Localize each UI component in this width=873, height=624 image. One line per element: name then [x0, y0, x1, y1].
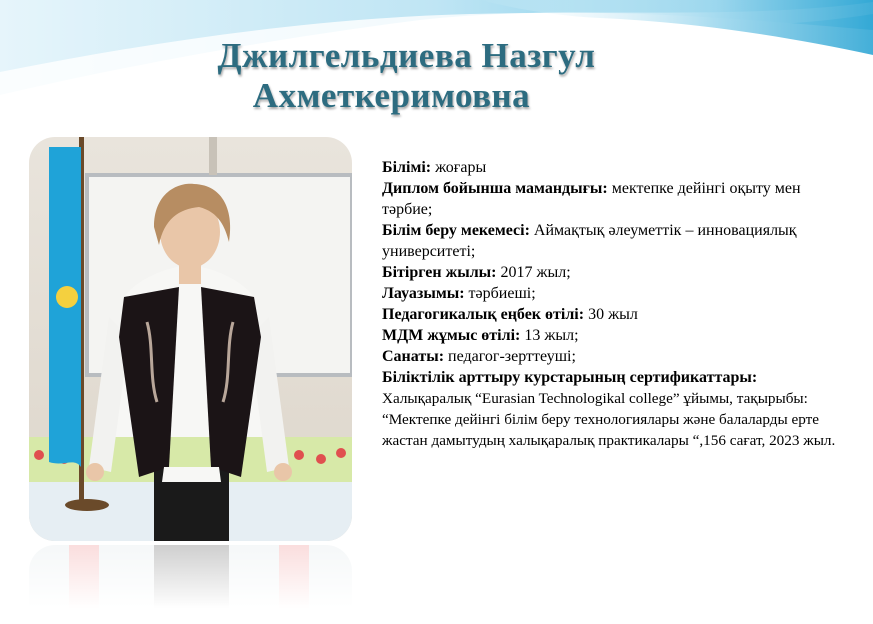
field-value: 2017 жыл;: [496, 264, 571, 281]
field-education: [382, 157, 842, 178]
field-work-experience: [382, 325, 842, 346]
field-label: Бітірген жылы:: [382, 264, 497, 281]
field-label: Білімі:: [382, 159, 432, 176]
field-value: 13 жыл;: [520, 327, 579, 344]
field-label: Диплом бойынша мамандығы:: [382, 180, 608, 197]
field-label: Біліктілік арттыру курстарының сертификаттары:: [382, 369, 758, 386]
field-value: 30 жыл: [584, 306, 638, 323]
field-teaching-experience: [382, 304, 842, 325]
field-diploma-specialty: [382, 178, 842, 220]
field-institution: [382, 220, 842, 262]
field-graduation-year: [382, 262, 842, 283]
field-value: Аймақтық әлеуметтік – инновациялық университеті;: [382, 222, 797, 260]
title-line-1: Джилгельдиева Назгул: [217, 36, 596, 75]
certificate-details: Халықаралық “Eurasian Technologikal college” ұйымы, тақырыбы: “Мектепке дейінгі білім беру технологиялары және балаларды ерте жастан дамытудың халықаралық практикалары “,156 сағат, 2023 жыл.: [382, 390, 836, 449]
field-category: [382, 346, 842, 367]
field-value: тәрбиеші;: [464, 285, 536, 302]
profile-info: [382, 157, 842, 451]
field-label: Санаты:: [382, 348, 445, 365]
field-label: Білім беру мекемесі:: [382, 222, 530, 239]
field-certificates-heading: [382, 367, 842, 388]
field-value: мектепке дейінгі оқыту мен тәрбие;: [382, 180, 801, 218]
field-label: МДМ жұмыс өтілі:: [382, 327, 521, 344]
person-photo: [29, 137, 352, 541]
reflection-fade: [29, 545, 352, 624]
field-value: педагог-зерттеуші;: [444, 348, 576, 365]
field-position: [382, 283, 842, 304]
field-value: жоғары: [431, 159, 487, 176]
title-line-2: Ахметкеримовна: [252, 76, 531, 115]
field-label: Педагогикалық еңбек өтілі:: [382, 306, 585, 323]
field-label: Лауазымы:: [382, 285, 465, 302]
page-title: [0, 36, 873, 116]
